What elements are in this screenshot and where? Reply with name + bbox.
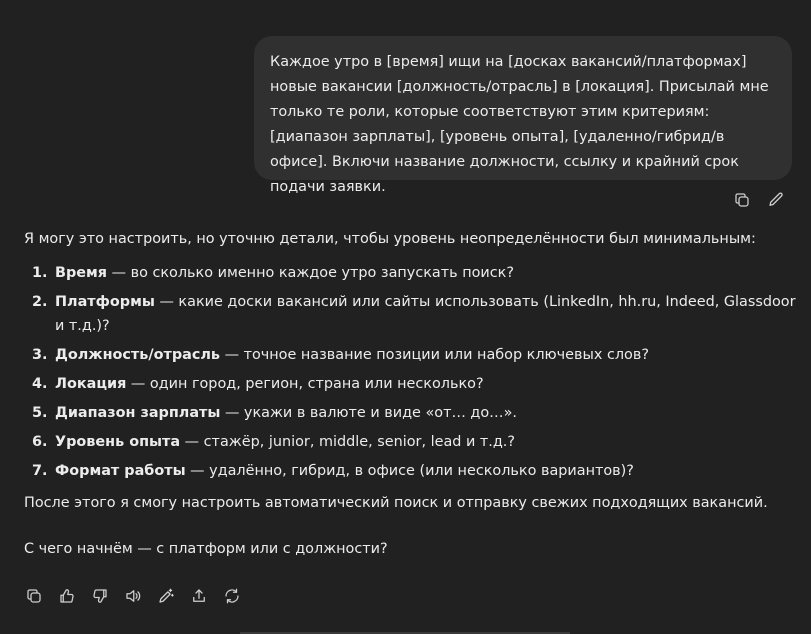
copy-icon[interactable] (24, 586, 44, 606)
list-item-number: 7. (32, 463, 48, 479)
user-message-actions (732, 190, 786, 210)
list-item-text: — удалённо, гибрид, в офисе (или несколько вариантов)? (185, 463, 634, 479)
list-item (24, 372, 806, 396)
list-item-text: — точное название позиции или набор ключевых слов? (220, 347, 649, 363)
list-item-title: Диапазон зарплаты (55, 405, 221, 421)
speaker-icon[interactable] (123, 586, 143, 606)
list-item (24, 343, 806, 367)
list-item-number: 6. (32, 434, 48, 450)
edit-sparkle-icon[interactable] (156, 586, 176, 606)
list-item-number: 2. (32, 294, 48, 310)
thumbs-up-icon[interactable] (57, 586, 77, 606)
list-item (24, 401, 806, 425)
list-item-text: — один город, регион, страна или несколько? (126, 376, 484, 392)
list-item (24, 261, 806, 285)
list-item-title: Время (55, 265, 108, 281)
assistant-intro: Я могу это настроить, но уточню детали, чтобы уровень неопределённости был минимальным: (24, 231, 756, 247)
assistant-followup: После этого я смогу настроить автоматический поиск и отправку свежих подходящих вакансий. (24, 495, 768, 511)
list-item-title: Формат работы (55, 463, 186, 479)
regenerate-icon[interactable] (222, 586, 242, 606)
thumbs-down-icon[interactable] (90, 586, 110, 606)
list-item-text: — стажёр, junior, middle, senior, lead и т.д.? (180, 434, 516, 450)
list-item (24, 459, 806, 483)
list-item-title: Должность/отрасль (55, 347, 221, 363)
list-item (24, 430, 806, 454)
assistant-message-actions (24, 586, 242, 606)
list-item-title: Уровень опыта (55, 434, 181, 450)
share-icon[interactable] (189, 586, 209, 606)
list-item-number: 1. (32, 265, 48, 281)
list-item-text: — какие доски вакансий или сайты использовать (LinkedIn, hh.ru, Indeed, Glassdoor и т.д.)? (55, 294, 796, 334)
list-item (24, 290, 806, 338)
list-item-text: — во сколько именно каждое утро запускать поиск? (107, 265, 514, 281)
user-message-bubble (254, 36, 792, 195)
list-item-title: Локация (55, 376, 127, 392)
list-item-number: 5. (32, 405, 48, 421)
list-item-title: Платформы (55, 294, 155, 310)
copy-icon[interactable] (732, 190, 752, 210)
clarification-list (24, 261, 806, 483)
assistant-question: С чего начнём — с платформ или с должности? (24, 541, 388, 557)
list-item-number: 4. (32, 376, 48, 392)
list-item-number: 3. (32, 347, 48, 363)
assistant-message (24, 227, 806, 561)
list-item-text: — укажи в валюте и виде «от… до…». (220, 405, 517, 421)
user-message-text: Каждое утро в [время] ищи на [досках вакансий/платформах] новые вакансии [должность/отрасль] в [локация]. Присылай мне только те роли, которые соответствуют этим критериям: [диапазон зарплаты], [уровень опыта], [удаленно/гибрид/в офисе]. Включи название должности, ссылку и крайний срок подачи заявки. (270, 54, 769, 195)
pencil-icon[interactable] (766, 190, 786, 210)
